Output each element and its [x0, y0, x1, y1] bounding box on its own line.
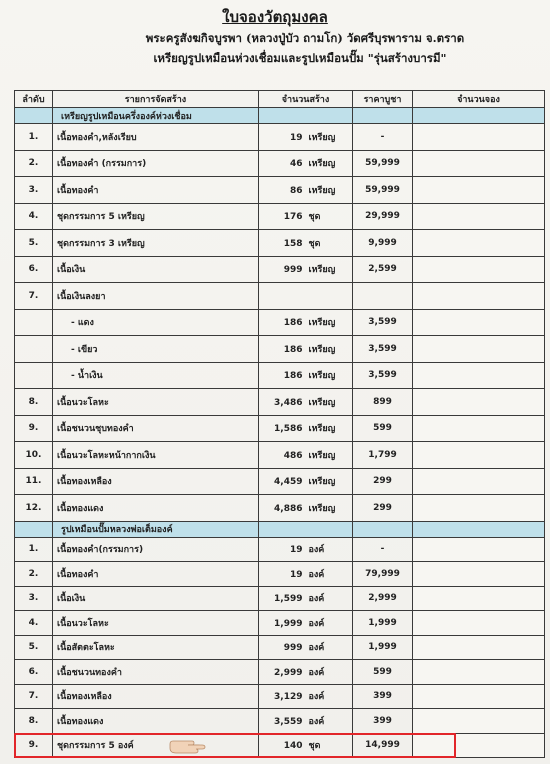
row-quantity-value: 1,599: [274, 594, 303, 605]
row-item-name: เนื้อนวะโลหะหน้ากากเงิน: [53, 442, 259, 469]
row-reserve-input[interactable]: [413, 586, 545, 611]
row-number: 7.: [15, 684, 53, 709]
table-row: [15, 150, 545, 177]
row-number: 1.: [15, 537, 53, 562]
row-quantity: [259, 150, 353, 177]
row-quantity-value: 186: [283, 344, 303, 355]
row-reserve-input[interactable]: [413, 562, 545, 587]
row-number: 7.: [15, 283, 53, 310]
row-reserve-input[interactable]: [413, 495, 545, 522]
row-quantity-unit: ชุด: [308, 238, 321, 249]
header-series-line: เหรียญรูปเหมือนห่วงเชื่อมและรูปเหมือนปั๊ม "รุ่นสร้างบารมี": [153, 51, 447, 65]
row-reserve-input[interactable]: [413, 124, 545, 151]
row-price: 599: [353, 415, 413, 442]
row-quantity: [259, 495, 353, 522]
document-title: ใบจองวัตถุมงคล: [222, 8, 328, 26]
section-header-row: [15, 521, 545, 537]
row-quantity: [259, 733, 353, 758]
row-quantity: [259, 415, 353, 442]
col-header-no: ลำดับ: [15, 91, 53, 108]
table-row: [15, 336, 545, 363]
row-item-name: - น้ำเงิน: [53, 362, 259, 389]
row-price: 79,999: [353, 562, 413, 587]
row-item-name: เนื้อทองเหลือง: [53, 468, 259, 495]
row-price: 2,999: [353, 586, 413, 611]
row-price: 299: [353, 495, 413, 522]
row-price: 3,599: [353, 362, 413, 389]
row-reserve-input[interactable]: [413, 177, 545, 204]
row-reserve-input[interactable]: [413, 362, 545, 389]
row-quantity-value: 4,459: [274, 477, 303, 488]
row-quantity-value: 140: [283, 741, 303, 752]
row-number: 8.: [15, 709, 53, 734]
row-quantity-unit: องค์: [308, 618, 325, 629]
section-header-row: [15, 108, 545, 124]
row-quantity: [259, 684, 353, 709]
row-quantity: [259, 256, 353, 283]
row-item-name: เนื้อเงิน: [53, 256, 259, 283]
row-price: 399: [353, 709, 413, 734]
row-quantity-unit: เหรียญ: [308, 424, 336, 435]
row-quantity-unit: เหรียญ: [308, 265, 336, 276]
row-quantity: [259, 336, 353, 363]
row-quantity: [259, 660, 353, 685]
section-no-cell: [15, 108, 53, 124]
row-quantity-value: 46: [289, 159, 303, 170]
row-item-name: ชุดกรรมการ 5 องค์: [53, 733, 259, 758]
row-reserve-input[interactable]: [413, 415, 545, 442]
row-quantity-unit: เหรียญ: [308, 132, 336, 143]
table-row: [15, 177, 545, 204]
row-item-name: เนื้อทองคำ: [53, 562, 259, 587]
row-quantity-value: 999: [283, 643, 303, 654]
section-price-cell: [353, 521, 413, 537]
row-number: 5.: [15, 635, 53, 660]
row-quantity: [259, 537, 353, 562]
row-quantity: [259, 230, 353, 257]
table-row: [15, 309, 545, 336]
row-quantity-value: 4,886: [274, 503, 303, 514]
table-row: [15, 709, 545, 734]
row-price: 3,599: [353, 336, 413, 363]
row-reserve-input[interactable]: [413, 635, 545, 660]
row-item-name: ชุดกรรมการ 5 เหรียญ: [53, 203, 259, 230]
row-quantity-value: 186: [283, 318, 303, 329]
table-row: [15, 283, 545, 310]
row-number: 2.: [15, 562, 53, 587]
row-price: 59,999: [353, 177, 413, 204]
row-quantity-unit: องค์: [308, 569, 325, 580]
row-quantity: [259, 309, 353, 336]
row-price: 1,799: [353, 442, 413, 469]
row-quantity-unit: องค์: [308, 692, 325, 703]
table-row: [15, 362, 545, 389]
row-number: 10.: [15, 442, 53, 469]
row-reserve-input[interactable]: [413, 537, 545, 562]
row-reserve-input[interactable]: [413, 283, 545, 310]
row-quantity-unit: องค์: [308, 667, 325, 678]
row-quantity-unit: เหรียญ: [308, 318, 336, 329]
row-reserve-input[interactable]: [413, 230, 545, 257]
row-number: 9.: [15, 733, 53, 758]
row-price: -: [353, 537, 413, 562]
row-item-name: เนื้อชนวนทองคำ: [53, 660, 259, 685]
section-price-cell: [353, 108, 413, 124]
row-quantity-value: 999: [283, 265, 303, 276]
row-price: 899: [353, 389, 413, 416]
table-row: [15, 562, 545, 587]
col-header-item: รายการจัดสร้าง: [53, 91, 259, 108]
row-reserve-input[interactable]: [413, 389, 545, 416]
table-row: [15, 684, 545, 709]
row-price: 1,999: [353, 635, 413, 660]
table-row: [15, 733, 545, 758]
row-quantity-unit: เหรียญ: [308, 450, 336, 461]
row-number: 1.: [15, 124, 53, 151]
row-quantity: [259, 389, 353, 416]
row-price: -: [353, 124, 413, 151]
row-price: 14,999: [353, 733, 413, 758]
row-quantity: [259, 177, 353, 204]
row-price: 399: [353, 684, 413, 709]
row-quantity: [259, 283, 353, 310]
row-quantity-value: 486: [283, 450, 303, 461]
col-header-price: ราคาบูชา: [353, 91, 413, 108]
row-quantity: [259, 562, 353, 587]
row-quantity-value: 19: [289, 132, 303, 143]
row-quantity: [259, 611, 353, 636]
row-item-name: เนื้อทองแดง: [53, 709, 259, 734]
row-item-name: เนื้อเงิน: [53, 586, 259, 611]
row-quantity-unit: องค์: [308, 594, 325, 605]
row-quantity-value: 1,999: [274, 618, 303, 629]
row-quantity-unit: เหรียญ: [308, 477, 336, 488]
row-price: 599: [353, 660, 413, 685]
row-item-name: เนื้อทองแดง: [53, 495, 259, 522]
row-quantity: [259, 362, 353, 389]
table-row: [15, 635, 545, 660]
table-row: [15, 203, 545, 230]
row-item-name: เนื้อสัตตะโลหะ: [53, 635, 259, 660]
row-item-name: ชุดกรรมการ 3 เหรียญ: [53, 230, 259, 257]
row-quantity-value: 3,559: [274, 716, 303, 727]
table-row: [15, 415, 545, 442]
row-reserve-input[interactable]: [413, 150, 545, 177]
row-number: 2.: [15, 150, 53, 177]
section-qty-cell: [259, 521, 353, 537]
row-reserve-input[interactable]: [413, 336, 545, 363]
table-row: [15, 124, 545, 151]
row-quantity-unit: เหรียญ: [308, 397, 336, 408]
row-item-name: เนื้อทองคำ (กรรมการ): [53, 150, 259, 177]
table-row: [15, 389, 545, 416]
row-quantity-unit: ชุด: [308, 212, 321, 223]
section-title: เหรียญรูปเหมือนครึ่งองค์ห่วงเชื่อม: [53, 108, 259, 124]
row-item-name: เนื้อนวะโลหะ: [53, 389, 259, 416]
row-quantity-value: 1,586: [274, 424, 303, 435]
row-item-name: เนื้อทองคำ(กรรมการ): [53, 537, 259, 562]
row-quantity-value: 3,129: [274, 692, 303, 703]
row-quantity-unit: เหรียญ: [308, 344, 336, 355]
row-price: 59,999: [353, 150, 413, 177]
row-reserve-input[interactable]: [413, 203, 545, 230]
row-price: 29,999: [353, 203, 413, 230]
row-quantity: [259, 586, 353, 611]
row-quantity-value: 19: [289, 569, 303, 580]
table-row: [15, 468, 545, 495]
row-item-name: เนื้อชนวนชุบทองคำ: [53, 415, 259, 442]
table-row: [15, 660, 545, 685]
row-quantity-value: 2,999: [274, 667, 303, 678]
row-price: 299: [353, 468, 413, 495]
row-number: 8.: [15, 389, 53, 416]
row-number: [15, 362, 53, 389]
row-item-name: เนื้อทองเหลือง: [53, 684, 259, 709]
row-quantity-unit: องค์: [308, 545, 325, 556]
row-quantity-value: 3,486: [274, 397, 303, 408]
row-quantity-value: 86: [289, 185, 303, 196]
document-header: [0, 6, 550, 68]
row-quantity-unit: เหรียญ: [308, 159, 336, 170]
row-quantity-value: 176: [283, 212, 303, 223]
row-number: 9.: [15, 415, 53, 442]
table-row: [15, 256, 545, 283]
table-row: [15, 611, 545, 636]
row-quantity-unit: ชุด: [308, 741, 321, 752]
header-temple-line: พระครูสังฆกิจบูรพา (หลวงปู่บัว ถามโก) วัดศรีบุรพาราม จ.ตราด: [145, 31, 465, 45]
row-quantity: [259, 442, 353, 469]
row-reserve-input[interactable]: [413, 709, 545, 734]
row-number: 5.: [15, 230, 53, 257]
row-item-name: - เขียว: [53, 336, 259, 363]
order-table: [14, 90, 545, 758]
row-reserve-input[interactable]: [413, 309, 545, 336]
table-row: [15, 442, 545, 469]
col-header-reserve: จำนวนจอง: [413, 91, 545, 108]
row-reserve-input[interactable]: [413, 611, 545, 636]
row-quantity: [259, 635, 353, 660]
row-item-name: - แดง: [53, 309, 259, 336]
section-no-cell: [15, 521, 53, 537]
table-row: [15, 230, 545, 257]
section-qty-cell: [259, 108, 353, 124]
table-row: [15, 495, 545, 522]
row-item-name: เนื้อทองคำ: [53, 177, 259, 204]
row-price: 3,599: [353, 309, 413, 336]
row-reserve-input[interactable]: [413, 468, 545, 495]
row-number: 11.: [15, 468, 53, 495]
row-reserve-input[interactable]: [413, 733, 545, 758]
row-number: 3.: [15, 586, 53, 611]
row-number: 6.: [15, 660, 53, 685]
row-number: 4.: [15, 611, 53, 636]
row-reserve-input[interactable]: [413, 684, 545, 709]
row-number: [15, 336, 53, 363]
row-item-name: เนื้อนวะโลหะ: [53, 611, 259, 636]
row-quantity-value: 19: [289, 545, 303, 556]
row-number: 12.: [15, 495, 53, 522]
row-quantity-unit: องค์: [308, 643, 325, 654]
row-number: 3.: [15, 177, 53, 204]
row-quantity: [259, 203, 353, 230]
row-reserve-input[interactable]: [413, 256, 545, 283]
section-title: รูปเหมือนปั๊มหลวงพ่อเต็มองค์: [53, 521, 259, 537]
row-quantity-value: 158: [283, 238, 303, 249]
row-quantity-unit: องค์: [308, 716, 325, 727]
col-header-quantity: จำนวนสร้าง: [259, 91, 353, 108]
table-row: [15, 586, 545, 611]
row-price: 1,999: [353, 611, 413, 636]
row-price: [353, 283, 413, 310]
table-header-row: [15, 91, 545, 108]
row-number: 4.: [15, 203, 53, 230]
row-reserve-input[interactable]: [413, 660, 545, 685]
section-reserve-cell: [413, 108, 545, 124]
row-quantity-unit: เหรียญ: [308, 503, 336, 514]
row-reserve-input[interactable]: [413, 442, 545, 469]
row-price: 9,999: [353, 230, 413, 257]
row-number: 6.: [15, 256, 53, 283]
row-quantity-unit: เหรียญ: [308, 185, 336, 196]
row-item-name: เนื้อเงินลงยา: [53, 283, 259, 310]
section-reserve-cell: [413, 521, 545, 537]
row-quantity: [259, 124, 353, 151]
row-quantity-unit: เหรียญ: [308, 371, 336, 382]
pointing-hand-icon: [168, 736, 208, 754]
row-quantity: [259, 709, 353, 734]
row-price: 2,599: [353, 256, 413, 283]
table-row: [15, 537, 545, 562]
row-quantity: [259, 468, 353, 495]
row-quantity-value: 186: [283, 371, 303, 382]
row-number: [15, 309, 53, 336]
row-item-name: เนื้อทองคำ,หลังเรียบ: [53, 124, 259, 151]
